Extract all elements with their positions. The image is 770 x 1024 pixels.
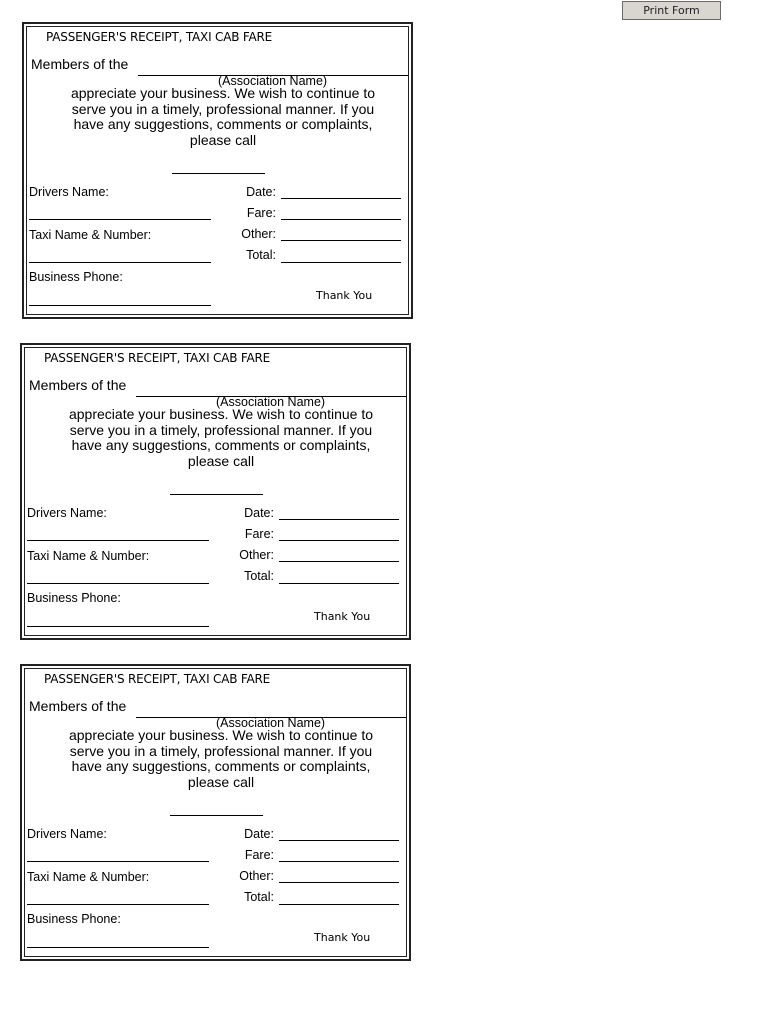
drivers-name-label: Drivers Name: [27,827,107,841]
receipt-card [20,664,411,961]
taxi-name-number-label: Taxi Name & Number: [27,870,150,884]
thank-you-text: Thank You [316,289,373,302]
taxi-name-number-field[interactable] [27,583,209,584]
other-field[interactable] [279,561,399,562]
receipt-message: appreciate your business. We wish to continue to serve you in a timely, professional manner. If you have any suggestions, comments or complaints, please call [70,85,376,148]
other-label: Other: [239,869,274,883]
date-label: Date: [244,506,274,520]
fare-label: Fare: [244,848,274,862]
members-label: Members of the [31,56,129,72]
fare-field[interactable] [279,861,399,862]
print-form-button[interactable]: Print Form [622,1,721,20]
total-label: Total: [246,248,276,262]
receipt-card [22,22,413,319]
date-field[interactable] [281,198,401,199]
receipt-card [20,343,411,640]
taxi-name-number-field[interactable] [27,904,209,905]
business-phone-field[interactable] [27,626,209,627]
contact-phone-field[interactable] [170,494,263,495]
date-label: Date: [244,827,274,841]
total-field[interactable] [279,904,399,905]
thank-you-text: Thank You [314,610,371,623]
business-phone-label: Business Phone: [27,912,121,926]
taxi-name-number-field[interactable] [29,262,211,263]
other-label: Other: [239,548,274,562]
total-field[interactable] [281,262,401,263]
contact-phone-field[interactable] [170,815,263,816]
drivers-name-label: Drivers Name: [27,506,107,520]
receipt-message: appreciate your business. We wish to continue to serve you in a timely, professional manner. If you have any suggestions, comments or complaints, please call [68,727,374,790]
association-name-label: (Association Name) [216,716,326,730]
drivers-name-field[interactable] [27,861,209,862]
business-phone-label: Business Phone: [27,591,121,605]
business-phone-field[interactable] [29,305,211,306]
other-field[interactable] [281,240,401,241]
contact-phone-field[interactable] [172,173,265,174]
other-field[interactable] [279,882,399,883]
members-label: Members of the [29,377,127,393]
fare-label: Fare: [246,206,276,220]
association-name-label: (Association Name) [216,395,326,409]
taxi-name-number-label: Taxi Name & Number: [29,228,152,242]
drivers-name-label: Drivers Name: [29,185,109,199]
drivers-name-field[interactable] [27,540,209,541]
fare-field[interactable] [279,540,399,541]
business-phone-field[interactable] [27,947,209,948]
date-field[interactable] [279,840,399,841]
fare-field[interactable] [281,219,401,220]
date-field[interactable] [279,519,399,520]
date-label: Date: [246,185,276,199]
receipt-title: PASSENGER'S RECEIPT, TAXI CAB FARE [46,30,272,44]
receipt-message: appreciate your business. We wish to continue to serve you in a timely, professional manner. If you have any suggestions, comments or complaints, please call [68,406,374,469]
total-field[interactable] [279,583,399,584]
association-name-label: (Association Name) [218,74,328,88]
members-label: Members of the [29,698,127,714]
fare-label: Fare: [244,527,274,541]
total-label: Total: [244,890,274,904]
receipt-title: PASSENGER'S RECEIPT, TAXI CAB FARE [44,672,270,686]
taxi-name-number-label: Taxi Name & Number: [27,549,150,563]
drivers-name-field[interactable] [29,219,211,220]
other-label: Other: [241,227,276,241]
total-label: Total: [244,569,274,583]
receipt-title: PASSENGER'S RECEIPT, TAXI CAB FARE [44,351,270,365]
thank-you-text: Thank You [314,931,371,944]
business-phone-label: Business Phone: [29,270,123,284]
